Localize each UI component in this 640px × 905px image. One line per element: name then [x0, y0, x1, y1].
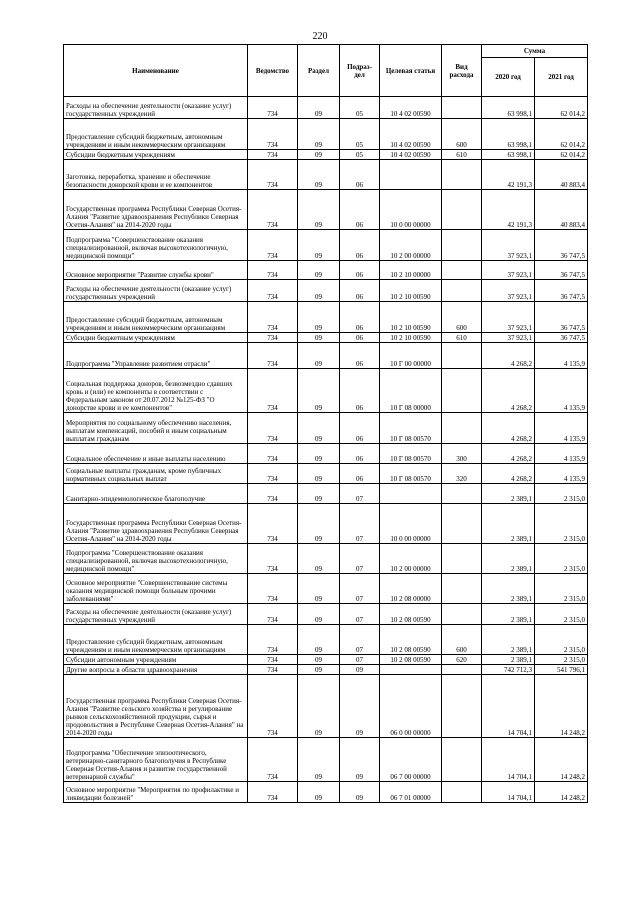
table-row [64, 484, 588, 504]
row-expense-type [442, 230, 482, 261]
row-name: Мероприятия по социальному обеспечению населения, выплатам компенсаций, пособий и иным социальным выплатам гражданам [64, 413, 248, 444]
row-name: Предоставление субсидий бюджетным, автономным учреждениям и иным некоммерческим организациям [64, 625, 248, 655]
row-name: Подпрограмма "Обеспечение эпизоотического, ветеринарно-санитарного благополучия в Республике Северная Осетия-Алания и развитие государственной ветеринарной службы" [64, 738, 248, 782]
row-target: 10 Г 08 00570 [380, 464, 442, 484]
row-section: 09 [298, 544, 340, 574]
row-amount-2020: 37 923,1 [482, 302, 535, 333]
row-expense-type: 610 [442, 150, 482, 160]
row-name: Санитарно-эпидемиологическое благополучие [64, 484, 248, 504]
table-body [64, 97, 588, 803]
table-row [64, 464, 588, 484]
row-subsection: 05 [340, 150, 380, 160]
row-amount-2020: 63 998,1 [482, 119, 535, 150]
header-name: Наименование [64, 45, 248, 97]
table-row [64, 302, 588, 333]
row-name: Расходы на обеспечение деятельности (оказание услуг) государственных учреждений [64, 97, 248, 119]
row-target: 10 2 08 00590 [380, 655, 442, 665]
row-dept: 734 [248, 604, 298, 625]
row-dept: 734 [248, 625, 298, 655]
row-expense-type [442, 160, 482, 190]
row-amount-2020: 4 268,2 [482, 413, 535, 444]
table-row [64, 119, 588, 150]
table-row [64, 782, 588, 803]
row-subsection: 05 [340, 97, 380, 119]
row-subsection: 06 [340, 444, 380, 464]
row-dept: 734 [248, 333, 298, 343]
row-section: 09 [298, 160, 340, 190]
header-target: Целевая статья [380, 45, 442, 97]
row-section: 09 [298, 464, 340, 484]
row-target: 10 2 08 00590 [380, 604, 442, 625]
row-amount-2021: 36 747,5 [535, 261, 588, 280]
row-section: 09 [298, 280, 340, 302]
row-amount-2021: 36 747,5 [535, 302, 588, 333]
table-row [64, 190, 588, 230]
row-amount-2021: 40 883,4 [535, 160, 588, 190]
row-target: 10 0 00 00000 [380, 504, 442, 544]
row-amount-2021: 36 747,5 [535, 280, 588, 302]
row-expense-type: 300 [442, 444, 482, 464]
row-section: 09 [298, 675, 340, 738]
row-dept: 734 [248, 464, 298, 484]
row-expense-type [442, 675, 482, 738]
row-dept: 734 [248, 574, 298, 604]
row-section: 09 [298, 655, 340, 665]
row-expense-type [442, 504, 482, 544]
row-subsection: 06 [340, 190, 380, 230]
row-dept: 734 [248, 302, 298, 333]
row-amount-2020: 2 389,1 [482, 625, 535, 655]
row-target: 10 Г 00 00000 [380, 343, 442, 369]
row-name: Основное мероприятие "Развитие службы крови" [64, 261, 248, 280]
table-row [64, 738, 588, 782]
row-amount-2021: 2 315,0 [535, 574, 588, 604]
row-subsection: 06 [340, 343, 380, 369]
row-section: 09 [298, 504, 340, 544]
row-amount-2021: 14 248,2 [535, 782, 588, 803]
row-dept: 734 [248, 484, 298, 504]
row-amount-2020: 742 712,3 [482, 665, 535, 675]
row-target: 10 4 02 00590 [380, 97, 442, 119]
row-dept: 734 [248, 261, 298, 280]
row-expense-type [442, 484, 482, 504]
row-amount-2021: 2 315,0 [535, 484, 588, 504]
row-dept: 734 [248, 675, 298, 738]
row-amount-2021: 2 315,0 [535, 655, 588, 665]
row-name: Субсидии автономным учреждениям [64, 655, 248, 665]
row-expense-type [442, 369, 482, 413]
row-name: Основное мероприятие "Совершенствование системы оказания медицинской помощи больным прочими заболеваниями" [64, 574, 248, 604]
row-dept: 734 [248, 230, 298, 261]
header-dept: Ведомство [248, 45, 298, 97]
row-amount-2021: 2 315,0 [535, 544, 588, 574]
row-dept: 734 [248, 444, 298, 464]
row-name: Основное мероприятие "Мероприятия по профилактике и ликвидации болезней" [64, 782, 248, 803]
row-name: Подпрограмма "Совершенствование оказания специализированной, включая высокотехнологичную, медицинской помощи" [64, 230, 248, 261]
row-dept: 734 [248, 280, 298, 302]
row-section: 09 [298, 413, 340, 444]
row-expense-type [442, 190, 482, 230]
row-target: 10 2 08 00000 [380, 574, 442, 604]
row-name: Предоставление субсидий бюджетным, автономным учреждениям и иным некоммерческим организациям [64, 119, 248, 150]
row-dept: 734 [248, 343, 298, 369]
row-amount-2020: 37 923,1 [482, 280, 535, 302]
row-expense-type [442, 604, 482, 625]
row-subsection: 07 [340, 655, 380, 665]
row-amount-2020: 14 704,1 [482, 782, 535, 803]
row-dept: 734 [248, 504, 298, 544]
header-subsection: Подраз-дел [340, 45, 380, 97]
table-row [64, 333, 588, 343]
row-expense-type: 620 [442, 655, 482, 665]
row-section: 09 [298, 625, 340, 655]
row-target [380, 160, 442, 190]
row-expense-type: 610 [442, 333, 482, 343]
row-amount-2021: 14 248,2 [535, 738, 588, 782]
row-subsection: 06 [340, 302, 380, 333]
row-dept: 734 [248, 655, 298, 665]
row-dept: 734 [248, 97, 298, 119]
row-dept: 734 [248, 665, 298, 675]
row-name: Социальное обеспечение и иные выплаты населению [64, 444, 248, 464]
row-target: 10 4 02 00590 [380, 150, 442, 160]
row-subsection: 07 [340, 484, 380, 504]
row-subsection: 06 [340, 280, 380, 302]
table-row [64, 150, 588, 160]
row-amount-2020: 14 704,1 [482, 738, 535, 782]
table-row [64, 280, 588, 302]
row-target: 06 7 00 00000 [380, 738, 442, 782]
row-amount-2020: 4 268,2 [482, 369, 535, 413]
row-subsection: 09 [340, 665, 380, 675]
row-expense-type [442, 574, 482, 604]
row-target: 10 0 00 00000 [380, 190, 442, 230]
row-target: 10 2 00 00000 [380, 230, 442, 261]
row-target: 06 7 01 00000 [380, 782, 442, 803]
row-target: 10 Г 08 00000 [380, 369, 442, 413]
row-section: 09 [298, 333, 340, 343]
row-target: 10 2 08 00590 [380, 625, 442, 655]
row-target: 10 Г 08 00570 [380, 413, 442, 444]
row-name: Государственная программа Республики Северная Осетия-Алания "Развитие здравоохранения Республики Северная Осетия-Алания" на 2014-2020 годы [64, 504, 248, 544]
row-name: Подпрограмма "Совершенствование оказания специализированной, включая высокотехнологичную, медицинской помощи" [64, 544, 248, 574]
row-amount-2021: 62 014,2 [535, 150, 588, 160]
row-name: Предоставление субсидий бюджетным, автономным учреждениям и иным некоммерческим организациям [64, 302, 248, 333]
row-amount-2021: 36 747,5 [535, 230, 588, 261]
row-amount-2021: 36 747,5 [535, 333, 588, 343]
row-name: Подпрограмма "Управление развитием отрасли" [64, 343, 248, 369]
row-dept: 734 [248, 119, 298, 150]
header-2020: 2020 год [482, 58, 535, 97]
row-dept: 734 [248, 782, 298, 803]
row-dept: 734 [248, 190, 298, 230]
row-expense-type [442, 738, 482, 782]
row-amount-2021: 4 135,9 [535, 343, 588, 369]
header-expense-type: Вид расхода [442, 45, 482, 97]
table-row [64, 343, 588, 369]
row-expense-type [442, 261, 482, 280]
row-target: 10 2 10 00000 [380, 261, 442, 280]
row-amount-2020: 37 923,1 [482, 230, 535, 261]
row-dept: 734 [248, 738, 298, 782]
row-dept: 734 [248, 150, 298, 160]
row-amount-2020: 2 389,1 [482, 574, 535, 604]
row-subsection: 09 [340, 738, 380, 782]
row-amount-2020: 2 389,1 [482, 544, 535, 574]
row-subsection: 07 [340, 504, 380, 544]
table-row [64, 369, 588, 413]
row-section: 09 [298, 190, 340, 230]
row-expense-type [442, 665, 482, 675]
row-amount-2020: 4 268,2 [482, 343, 535, 369]
row-amount-2020: 2 389,1 [482, 604, 535, 625]
row-amount-2020: 2 389,1 [482, 655, 535, 665]
row-target: 10 2 00 00000 [380, 544, 442, 574]
row-expense-type: 600 [442, 625, 482, 655]
row-amount-2020: 14 704,1 [482, 675, 535, 738]
row-section: 09 [298, 150, 340, 160]
row-amount-2021: 2 315,0 [535, 504, 588, 544]
row-amount-2021: 2 315,0 [535, 604, 588, 625]
header-section: Раздел [298, 45, 340, 97]
row-section: 09 [298, 604, 340, 625]
row-amount-2020: 4 268,2 [482, 444, 535, 464]
row-target: 06 0 00 00000 [380, 675, 442, 738]
page-number: 220 [312, 31, 328, 42]
header-sum: Сумма [482, 45, 588, 58]
table-row [64, 544, 588, 574]
row-subsection: 05 [340, 119, 380, 150]
row-expense-type: 600 [442, 119, 482, 150]
row-section: 09 [298, 665, 340, 675]
row-amount-2021: 4 135,9 [535, 413, 588, 444]
row-subsection: 06 [340, 160, 380, 190]
table-row [64, 230, 588, 261]
table-row [64, 665, 588, 675]
row-target: 10 2 10 00590 [380, 280, 442, 302]
row-section: 09 [298, 574, 340, 604]
row-amount-2020: 42 191,3 [482, 160, 535, 190]
row-section: 09 [298, 738, 340, 782]
row-expense-type [442, 97, 482, 119]
row-expense-type [442, 413, 482, 444]
table-row [64, 444, 588, 464]
row-section: 09 [298, 302, 340, 333]
row-subsection: 06 [340, 464, 380, 484]
row-subsection: 07 [340, 604, 380, 625]
row-section: 09 [298, 230, 340, 261]
row-amount-2020: 63 998,1 [482, 97, 535, 119]
row-expense-type [442, 544, 482, 574]
row-name: Заготовка, переработка, хранение и обеспечение безопасности донорской крови и ее компонентов [64, 160, 248, 190]
table-row [64, 675, 588, 738]
row-expense-type: 600 [442, 302, 482, 333]
row-target [380, 665, 442, 675]
row-subsection: 06 [340, 333, 380, 343]
row-amount-2020: 2 389,1 [482, 504, 535, 544]
row-amount-2020: 4 268,2 [482, 464, 535, 484]
row-section: 09 [298, 444, 340, 464]
row-target [380, 484, 442, 504]
row-name: Расходы на обеспечение деятельности (оказание услуг) государственных учреждений [64, 280, 248, 302]
row-subsection: 07 [340, 544, 380, 574]
row-section: 09 [298, 369, 340, 413]
row-amount-2021: 40 883,4 [535, 190, 588, 230]
row-dept: 734 [248, 544, 298, 574]
row-amount-2021: 2 315,0 [535, 625, 588, 655]
row-subsection: 06 [340, 230, 380, 261]
row-subsection: 06 [340, 413, 380, 444]
row-amount-2021: 541 796,1 [535, 665, 588, 675]
row-amount-2021: 4 135,9 [535, 444, 588, 464]
table-row [64, 655, 588, 665]
row-amount-2020: 37 923,1 [482, 333, 535, 343]
row-subsection: 06 [340, 261, 380, 280]
row-amount-2021: 14 248,2 [535, 675, 588, 738]
table-row [64, 261, 588, 280]
row-name: Социальные выплаты гражданам, кроме публичных нормативных социальных выплат [64, 464, 248, 484]
row-amount-2020: 37 923,1 [482, 261, 535, 280]
row-expense-type [442, 280, 482, 302]
table-row [64, 413, 588, 444]
row-amount-2021: 4 135,9 [535, 464, 588, 484]
row-subsection: 07 [340, 625, 380, 655]
row-name: Другие вопросы в области здравоохранения [64, 665, 248, 675]
table-row [64, 504, 588, 544]
row-name: Государственная программа Республики Северная Осетия-Алания "Развитие здравоохранения Республики Северная Осетия-Алания" на 2014-2020 годы [64, 190, 248, 230]
row-amount-2021: 62 014,2 [535, 119, 588, 150]
row-dept: 734 [248, 369, 298, 413]
row-section: 09 [298, 97, 340, 119]
row-expense-type [442, 782, 482, 803]
row-amount-2020: 63 998,1 [482, 150, 535, 160]
row-amount-2021: 62 014,2 [535, 97, 588, 119]
row-name: Расходы на обеспечение деятельности (оказание услуг) государственных учреждений [64, 604, 248, 625]
row-dept: 734 [248, 413, 298, 444]
table-row [64, 625, 588, 655]
row-amount-2021: 4 135,9 [535, 369, 588, 413]
row-subsection: 09 [340, 782, 380, 803]
row-section: 09 [298, 261, 340, 280]
row-name: Субсидии бюджетным учреждениям [64, 150, 248, 160]
budget-table [63, 44, 588, 803]
row-name: Социальная поддержка доноров, безвозмездно сдавших кровь и (или) ее компоненты в соответствии с Федеральным законом от 20.07.2012 №125-ФЗ "О донорстве крови и ее компонентов" [64, 369, 248, 413]
row-subsection: 06 [340, 369, 380, 413]
row-target: 10 2 10 00590 [380, 302, 442, 333]
header-2021: 2021 год [535, 58, 588, 97]
row-target: 10 2 10 00590 [380, 333, 442, 343]
row-section: 09 [298, 343, 340, 369]
table-row [64, 160, 588, 190]
row-section: 09 [298, 119, 340, 150]
row-name: Субсидии бюджетным учреждениям [64, 333, 248, 343]
row-target: 10 Г 08 00570 [380, 444, 442, 464]
table-row [64, 574, 588, 604]
row-amount-2020: 42 191,3 [482, 190, 535, 230]
row-name: Государственная программа Республики Северная Осетия-Алания "Развитие сельского хозяйства и регулирование рынков сельскохозяйственной продукции, сырья и продовольствия в Республике Северная Осетия-Алания" на 2014-2020 годы [64, 675, 248, 738]
row-target: 10 4 02 00590 [380, 119, 442, 150]
row-section: 09 [298, 484, 340, 504]
row-subsection: 07 [340, 574, 380, 604]
table-row [64, 97, 588, 119]
table-row [64, 604, 588, 625]
row-subsection: 09 [340, 675, 380, 738]
row-amount-2020: 2 389,1 [482, 484, 535, 504]
row-expense-type [442, 343, 482, 369]
row-dept: 734 [248, 160, 298, 190]
row-section: 09 [298, 782, 340, 803]
row-expense-type: 320 [442, 464, 482, 484]
